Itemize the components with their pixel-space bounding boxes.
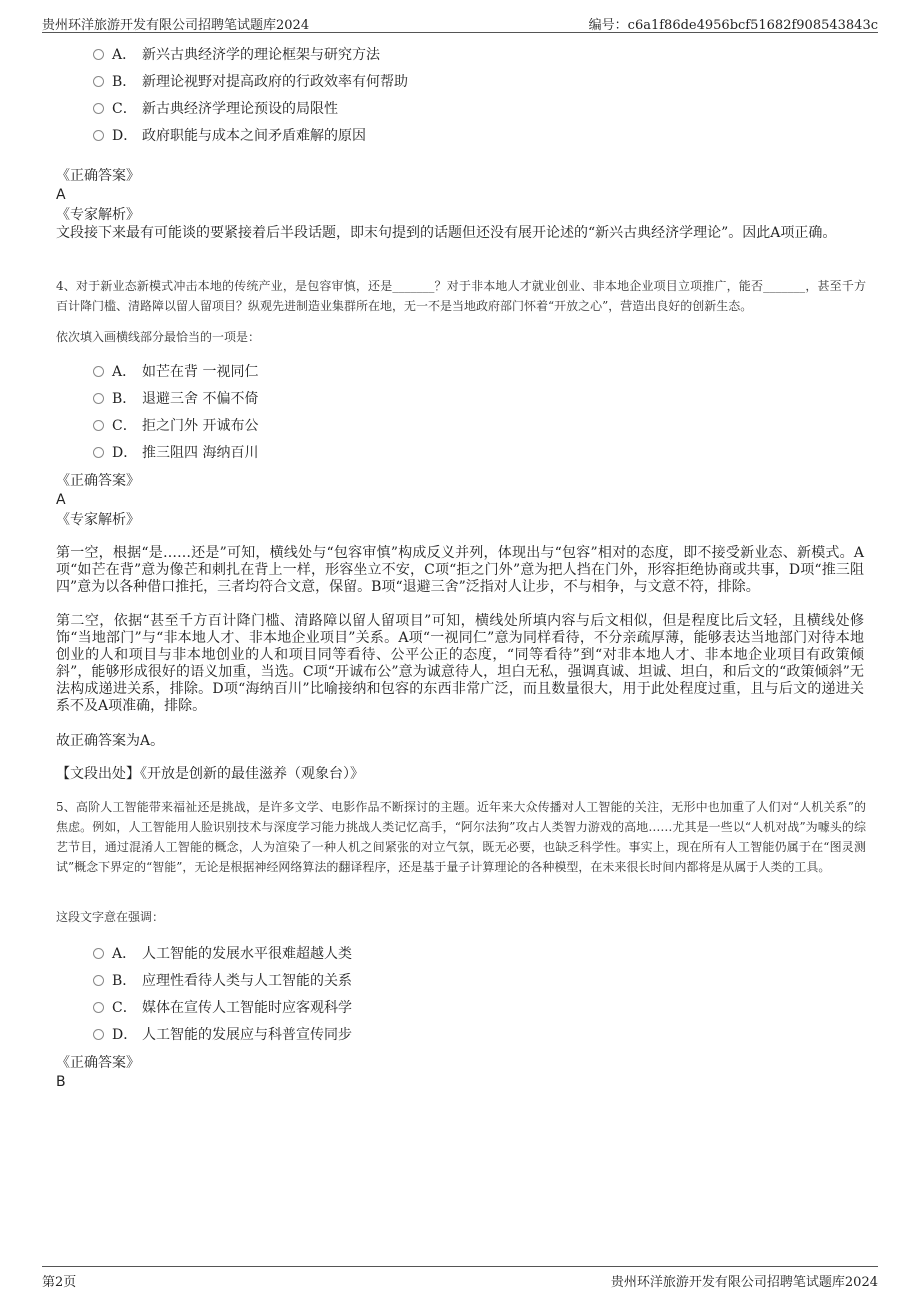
radio-icon[interactable] [93, 76, 104, 87]
option-text: 人工智能的发展水平很难超越人类 [142, 946, 352, 962]
option-text: 推三阻四 海纳百川 [142, 445, 259, 461]
option-key: C． [112, 1000, 137, 1016]
q5-option-b[interactable] [93, 971, 352, 991]
option-key: A． [112, 47, 137, 63]
page-footer [42, 1266, 878, 1291]
radio-icon[interactable] [93, 366, 104, 377]
q4-option-a[interactable] [93, 362, 258, 382]
option-key: B． [112, 973, 137, 989]
option-text: 拒之门外 开诚布公 [142, 418, 259, 434]
option-key: D． [112, 128, 138, 144]
q3-option-a[interactable] [93, 45, 380, 65]
radio-icon[interactable] [93, 130, 104, 141]
q3-analysis: 文段接下来最有可能谈的要紧接着后半段话题，即末句提到的话题但还没有展开论述的“新兴古典经济学理论”。因此A项正确。 [56, 225, 837, 241]
option-key: C． [112, 418, 137, 434]
option-key: B． [112, 391, 137, 407]
q3-answer: A [56, 187, 66, 203]
radio-icon[interactable] [93, 103, 104, 114]
radio-icon[interactable] [93, 1002, 104, 1013]
option-key: D． [112, 445, 138, 461]
q3-analysis-label: 《专家解析》 [56, 207, 140, 223]
page-number: 第2页 [42, 1275, 77, 1290]
option-text: 新兴古典经济学的理论框架与研究方法 [142, 47, 380, 63]
q5-answer-label: 《正确答案》 [56, 1055, 140, 1071]
option-key: A． [112, 364, 137, 380]
option-text: 应理性看待人类与人工智能的关系 [142, 973, 352, 989]
q4-analysis-paragraph-2: 第二空，依据“甚至千方百计降门槛、清路障以留人留项目”可知，横线处所填内容与后文相似，但是程度比后文轻，且横线处修饰“当地部门”与“非本地人才、非本地企业项目”关系。A项“一视同仁”意为同样看待，不分亲疏厚薄，能够表达当地部门对待本地创业的人和项目与非本地创业的人和项目同等看待、公平公正的态度，“同等看待”到“对非本地人才、非本地企业项目有政策倾斜”，能够形成很好的语义加重，当选。C项“开诚布公”意为诚意待人，坦白无私，强调真诚、坦诚、坦白，和后文的“政策倾斜”无法构成递进关系，排除。D项“海纳百川”比喻接纳和包容的东西非常广泛，而且数量很大，用于此处程度过重，且与后文的递进关系不及A项准确，排除。 [56, 613, 864, 714]
q4-answer-label: 《正确答案》 [56, 473, 140, 489]
q4-stem: 4、对于新业态新模式冲击本地的传统产业，是包容审慎，还是_______？对于非本地人才就业创业、非本地企业项目立项推广，能否_______，甚至千方百计降门槛、清路障以留人留项目？纵观先进制造业集群所在地，无一不是当地政府部门怀着“开放之心”，营造出良好的创新生态。 [56, 279, 866, 313]
q4-answer: A [56, 492, 66, 508]
q4-source: 【文段出处】《开放是创新的最佳滋养（观象台）》 [56, 766, 364, 782]
q4-option-b[interactable] [93, 389, 258, 409]
q3-option-b[interactable] [93, 72, 408, 92]
q4-option-c[interactable] [93, 416, 258, 436]
option-key: B． [112, 74, 137, 90]
option-text: 如芒在背 一视同仁 [142, 364, 259, 380]
q5-answer: B [56, 1074, 66, 1090]
q4-analysis-label: 《专家解析》 [56, 512, 140, 528]
q5-option-a[interactable] [93, 944, 352, 964]
q5-prompt: 这段文字意在强调： [56, 910, 165, 924]
q3-option-c[interactable] [93, 99, 338, 119]
option-text: 退避三舍 不偏不倚 [142, 391, 259, 407]
q4-prompt: 依次填入画横线部分最恰当的一项是： [56, 330, 261, 344]
option-key: D． [112, 1027, 138, 1043]
q4-analysis-paragraph-1: 第一空，根据“是……还是”可知，横线处与“包容审慎”构成反义并列，体现出与“包容”相对的态度，即不接受新业态、新模式。A项“如芒在背”意为像芒和刺扎在背上一样，形容坐立不安，C项“拒之门外”意为把人挡在门外，形容拒绝协商或共事，D项“推三阻四”意为以各种借口推托，三者均符合文意，保留。B项“退避三舍”泛指对人让步，不与相争，与文意不符，排除。 [56, 545, 864, 595]
radio-icon[interactable] [93, 975, 104, 986]
radio-icon[interactable] [93, 393, 104, 404]
page-header [42, 12, 878, 33]
q5-option-d[interactable] [93, 1025, 352, 1045]
radio-icon[interactable] [93, 49, 104, 60]
option-text: 政府职能与成本之间矛盾难解的原因 [142, 128, 366, 144]
radio-icon[interactable] [93, 948, 104, 959]
q3-answer-label: 《正确答案》 [56, 168, 140, 184]
header-title: 贵州环洋旅游开发有限公司招聘笔试题库2024 [42, 18, 310, 33]
q4-option-d[interactable] [93, 443, 258, 463]
footer-title: 贵州环洋旅游开发有限公司招聘笔试题库2024 [610, 1275, 878, 1290]
q4-analysis-paragraph-3: 故正确答案为A。 [56, 733, 165, 749]
option-text: 媒体在宣传人工智能时应客观科学 [142, 1000, 352, 1016]
q5-stem: 5、高阶人工智能带来福祉还是挑战，是许多文学、电影作品不断探讨的主题。近年来大众传播对人工智能的关注，无形中也加重了人们对“人机关系”的焦虑。例如，人工智能用人脸识别技术与深度学习能力挑战人类记忆高手，“阿尔法狗”攻占人类智力游戏的高地……尤其是一些以“人机对战”为噱头的综艺节目，通过混淆人工智能的概念，人为渲染了一种人机之间紧张的对立气氛，既无必要，也缺乏科学性。事实上，现在所有人工智能仍属于在“图灵测试”概念下界定的“智能”，无论是根据神经网络算法的翻译程序，还是基于量子计算理论的各种模型，在未来很长时间内都将是从属于人类的工具。 [56, 800, 866, 874]
option-key: C． [112, 101, 137, 117]
q5-option-c[interactable] [93, 998, 352, 1018]
radio-icon[interactable] [93, 420, 104, 431]
option-text: 人工智能的发展应与科普宣传同步 [142, 1027, 352, 1043]
option-text: 新古典经济学理论预设的局限性 [142, 101, 338, 117]
radio-icon[interactable] [93, 1029, 104, 1040]
option-text: 新理论视野对提高政府的行政效率有何帮助 [142, 74, 408, 90]
q3-option-d[interactable] [93, 126, 366, 146]
radio-icon[interactable] [93, 447, 104, 458]
header-code: 编号：c6a1f86de4956bcf51682f908543843c [588, 18, 878, 33]
option-key: A． [112, 946, 137, 962]
